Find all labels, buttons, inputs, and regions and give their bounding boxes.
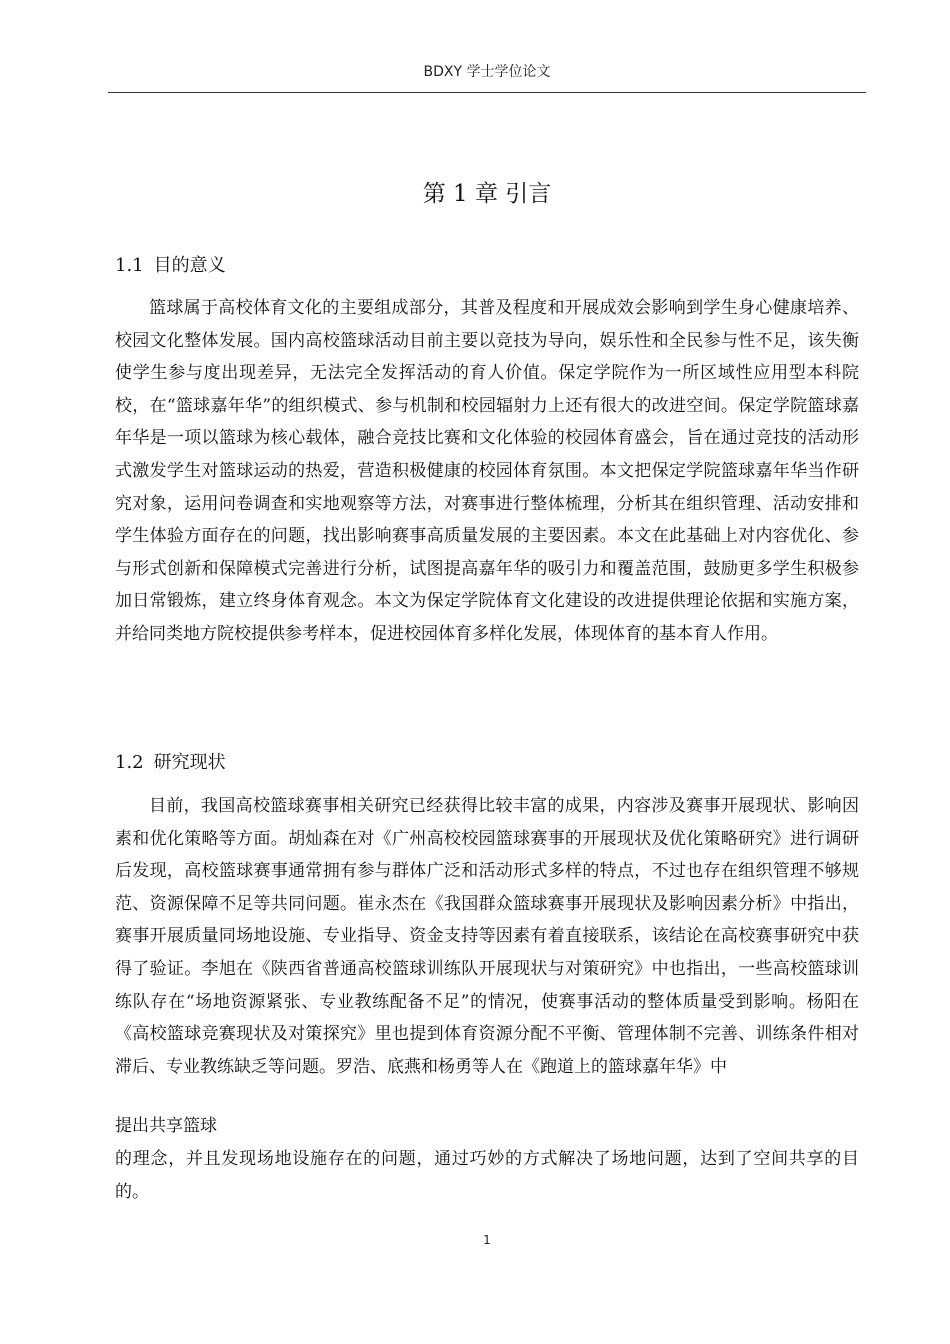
section-number: 1.1 <box>115 255 144 276</box>
page-number: 1 <box>483 1233 491 1247</box>
section-heading-1-1 <box>115 252 226 280</box>
paragraph-status-continuation: 的理念，并且发现场地设施存在的问题，通过巧妙的方式解决了场地问题，达到了空间共享的目的。 <box>115 1149 859 1202</box>
section-title: 目的意义 <box>153 255 226 276</box>
section-number: 1.2 <box>115 752 144 773</box>
paragraph-purpose: 篮球属于高校体育文化的主要组成部分，其普及程度和开展成效会影响到学生身心健康培养、校园文化整体发展。国内高校篮球活动目前主要以竞技为导向，娱乐性和全民参与性不足，该失衡使学生参与度出现差异，无法完全发挥活动的育人价值。保定学院作为一所区域性应用型本科院校，在“篮球嘉年华”的组织模式、参与机制和校园辐射力上还有很大的改进空间。保定学院篮球嘉年华是一项以篮球为核心载体，融合竞技比赛和文化体验的校园体育盛会，旨在通过竞技的活动形式激发学生对篮球运动的热爱，营造积极健康的校园体育氛围。本文把保定学院篮球嘉年华当作研究对象，运用问卷调查和实地观察等方法，对赛事进行整体梳理，分析其在组织管理、活动安排和学生体验方面存在的问题，找出影响赛事高质量发展的主要因素。本文在此基础上对内容优化、参与形式创新和保障模式完善进行分析，试图提高嘉年华的吸引力和覆盖范围，鼓励更多学生积极参加日常锻炼，建立终身体育观念。本文为保定学院体育文化建设的改进提供理论依据和实施方案，并给同类地方院校提供参考样本，促进校园体育多样化发展，体现体育的基本育人作用。 <box>115 298 859 644</box>
chapter-title: 第 1 章 引言 <box>422 181 552 207</box>
header-rule <box>108 92 866 93</box>
section-heading-1-2 <box>115 749 226 777</box>
paragraph-status-line: 提出共享篮球 <box>115 1116 217 1136</box>
section-title: 研究现状 <box>153 752 226 773</box>
paragraph-status: 目前，我国高校篮球赛事相关研究已经获得比较丰富的成果，内容涉及赛事开展现状、影响因素和优化策略等方面。胡灿森在对《广州高校校园篮球赛事的开展现状及优化策略研究》进行调研后发现，高校篮球赛事通常拥有参与群体广泛和活动形式多样的特点，不过也存在组织管理不够规范、资源保障不足等共同问题。崔永杰在《我国群众篮球赛事开展现状及影响因素分析》中指出，赛事开展质量同场地设施、专业指导、资金支持等因素有着直接联系，该结论在高校赛事研究中获得了验证。李旭在《陕西省普通高校篮球训练队开展现状与对策研究》中也指出，一些高校篮球训练队存在“场地资源紧张、专业教练配备不足”的情况，使赛事活动的整体质量受到影响。杨阳在《高校篮球竞赛现状及对策探究》里也提到体育资源分配不平衡、管理体制不完善、训练条件相对滞后、专业教练缺乏等问题。罗浩、底燕和杨勇等人在《跑道上的篮球嘉年华》中 <box>115 796 859 1077</box>
running-header: BDXY 学士学位论文 <box>423 64 551 80</box>
